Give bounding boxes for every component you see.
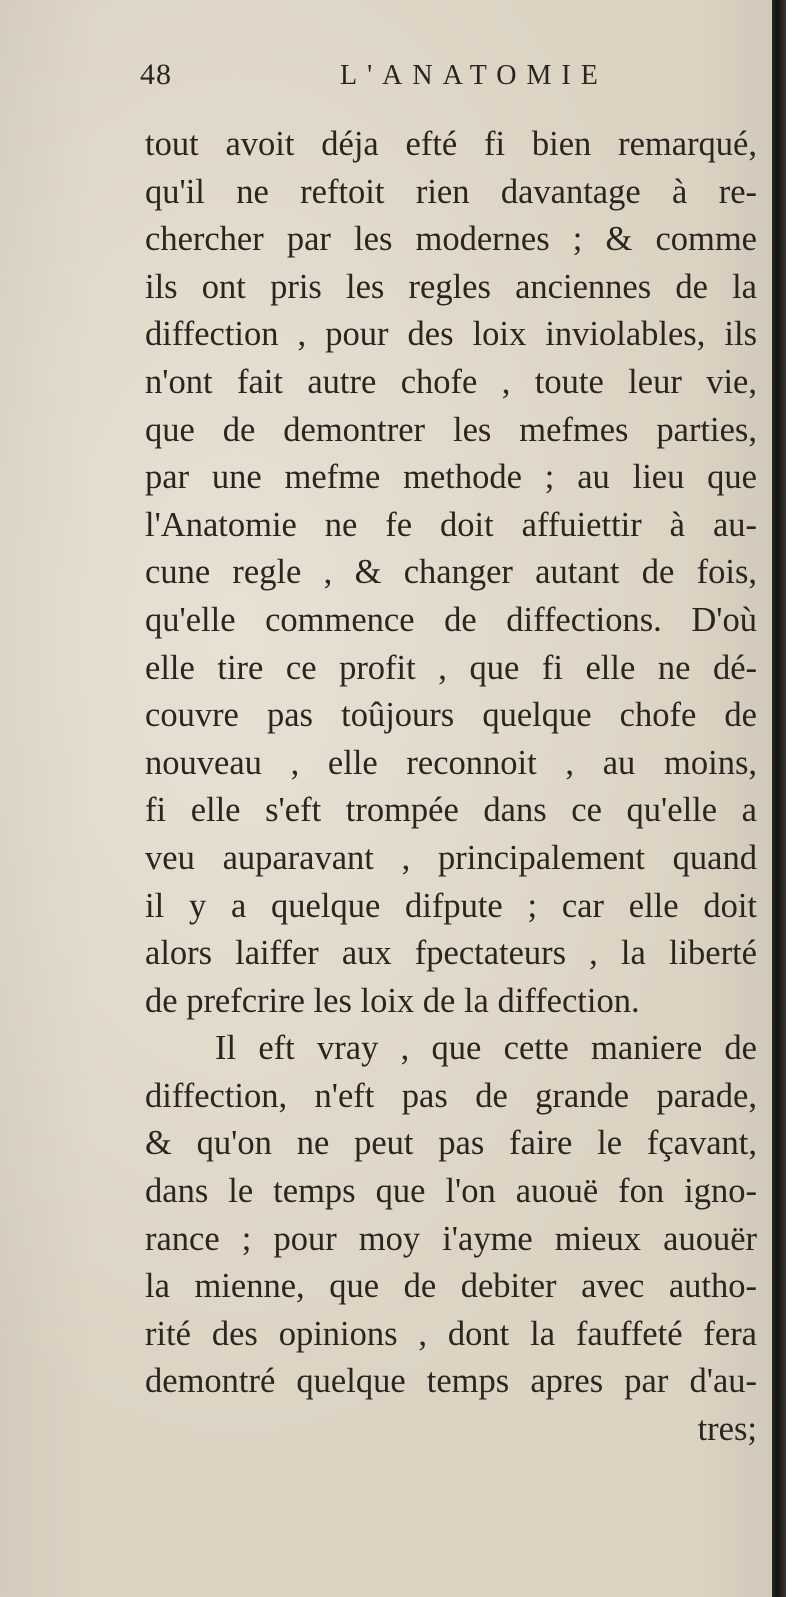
- text-line: Il eft vray , que cette maniere de: [215, 1029, 757, 1068]
- text-line: il y a quelque difpute ; car elle doit: [145, 886, 757, 925]
- text-line: dans le temps que l'on auouë fon igno-: [145, 1172, 757, 1211]
- page-number: 48: [140, 58, 172, 91]
- text-line: n'ont fait autre chofe , toute leur vie,: [145, 362, 757, 401]
- text-line: fi elle s'eft trompée dans ce qu'elle a: [145, 791, 757, 830]
- text-line: elle tire ce profit , que fi elle ne dé-: [145, 648, 757, 687]
- running-head: L'ANATOMIE: [340, 60, 608, 91]
- page-header: [140, 58, 760, 98]
- text-line: qu'il ne reftoit rien davantage à re-: [145, 172, 757, 211]
- text-line: veu auparavant , principalement quand: [145, 838, 757, 877]
- text-line: & qu'on ne peut pas faire le fçavant,: [145, 1124, 757, 1163]
- text-line: diffection , pour des loix inviolables, ils: [145, 315, 757, 354]
- text-line: que de demontrer les mefmes parties,: [145, 410, 757, 449]
- text-line: ils ont pris les regles anciennes de la: [145, 267, 757, 306]
- text-line: de prefcrire les loix de la diffection.: [145, 981, 640, 1020]
- binding-edge: [772, 0, 786, 1597]
- catchword: tres;: [697, 1410, 757, 1449]
- text-line: qu'elle commence de diffections. D'où: [145, 600, 757, 639]
- text-line: la mienne, que de debiter avec autho-: [145, 1267, 757, 1306]
- text-line: diffection, n'eft pas de grande parade,: [145, 1076, 757, 1115]
- text-line: l'Anatomie ne fe doit affuiettir à au-: [145, 505, 757, 544]
- text-line: nouveau , elle reconnoit , au moins,: [145, 743, 757, 782]
- body-text: [145, 121, 757, 1454]
- text-line: demontré quelque temps apres par d'au-: [145, 1362, 757, 1401]
- text-line: rité des opinions , dont la fauffeté fera: [145, 1314, 757, 1353]
- text-line: tout avoit déja efté fi bien remarqué,: [145, 125, 757, 163]
- text-line: rance ; pour moy i'ayme mieux auouër: [145, 1219, 757, 1258]
- text-line: cune regle , & changer autant de fois,: [145, 553, 757, 592]
- text-line: alors laiffer aux fpectateurs , la liberté: [145, 934, 757, 973]
- text-line: couvre pas toûjours quelque chofe de: [145, 696, 757, 735]
- text-line: chercher par les modernes ; & comme: [145, 220, 757, 259]
- text-line: par une mefme methode ; au lieu que: [145, 458, 757, 497]
